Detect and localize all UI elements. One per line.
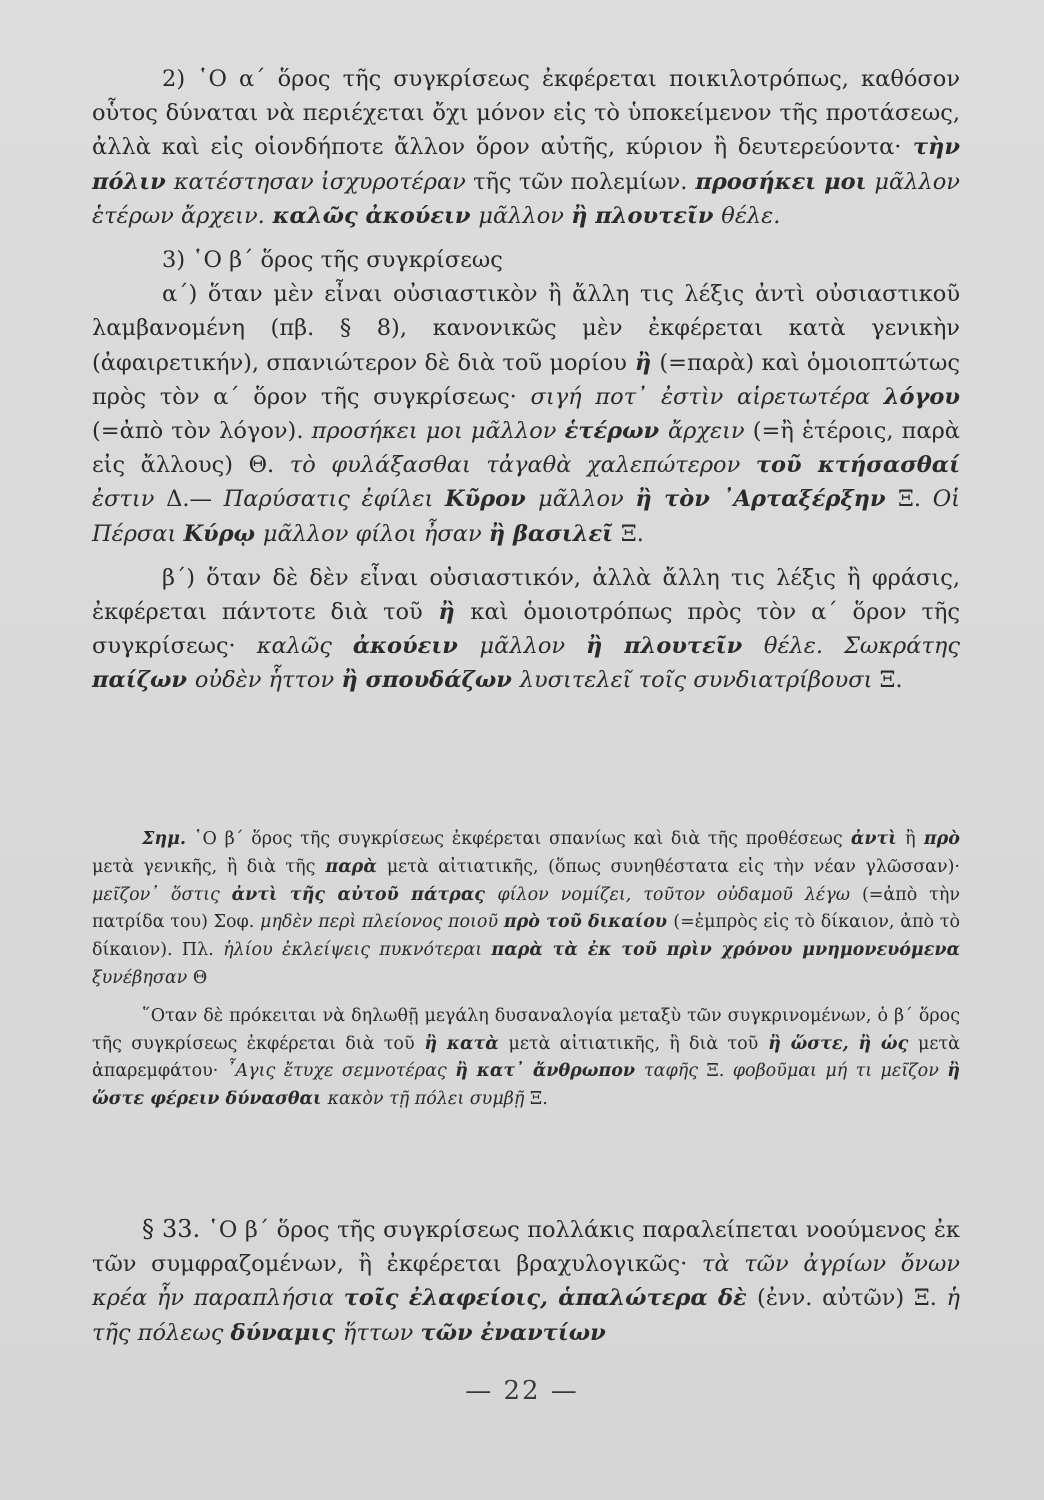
- paragraph-3b: [92, 561, 960, 698]
- paragraph-3a: [92, 277, 960, 551]
- text-run: α΄) ὅταν μὲν εἶναι οὐσιαστικὸν ἢ ἄλλη τις λέξις ἀντὶ οὐσιαστικοῦ λαμβανομένη (πβ. § 8), κανονικῶς μὲν ἐκφέρεται κατὰ γενικὴν (ἀφαιρετικήν), σπανιώτερον δὲ διὰ τοῦ μορίου: [92, 281, 960, 376]
- example-bold: καλῶς ἀκούειν: [264, 202, 479, 229]
- example-bold: ἢ κατὰ: [414, 1033, 509, 1054]
- example-italic: Οἱ Πέρσαι: [92, 486, 960, 547]
- example-italic: ἄρχειν: [667, 418, 753, 445]
- example-bold: παρὰ τὰ ἐκ τοῦ πρὶν χρόνου μνημονευόμενα: [491, 940, 960, 961]
- section-33-text: [92, 1212, 960, 1360]
- note-paragraph-1: [92, 826, 960, 993]
- example-italic: μᾶλλον: [478, 202, 572, 229]
- text-run: Ξ.: [620, 520, 644, 547]
- text-run: Ξ.: [706, 1061, 725, 1082]
- text-run: Ξ.: [879, 667, 903, 694]
- example-bold: Κύρῳ: [183, 520, 263, 547]
- example-bold: τὴν πόλιν: [92, 134, 960, 195]
- example-bold: ἀντὶ: [842, 829, 906, 849]
- example-bold: τοῦ κτήσασθαί: [755, 452, 960, 479]
- example-italic: τὰ τῶν ἀγρίων ὄνων κρέα ἦν παραπλήσια: [92, 1251, 960, 1312]
- text-run: καὶ ὁμοιοτρόπως πρὸς τὸν α΄ ὅρον τῆς συγκρίσεως·: [92, 599, 961, 660]
- example-bold: πρὸ τοῦ δικαίου: [503, 912, 674, 933]
- example-bold: ἢ: [626, 349, 660, 376]
- example-bold: ἢ πλουτεῖν: [571, 202, 722, 229]
- example-bold: ἢ: [422, 599, 471, 626]
- text-run: Θ: [192, 967, 208, 988]
- section-label: § 33.: [142, 1215, 201, 1243]
- text-run: μετὰ αἰτιατικῆς, ἢ διὰ τοῦ: [508, 1033, 759, 1054]
- text-run: ῾Ο β΄ ὅρος τῆς συγκρίσεως πολλάκις παραλείπεται νοούμενος ἐκ τῶν συμφραζομένων, ἢ ἐκφέρεται βραχυλογικῶς·: [92, 1217, 960, 1278]
- main-text: [92, 62, 960, 708]
- example-bold: παίζων: [92, 667, 195, 694]
- text-run: (=ἀπὸ τὸν λόγον).: [92, 418, 304, 445]
- example-italic: μᾶλλον φίλοι ἦσαν: [262, 520, 489, 547]
- text-run: 2) ῾Ο α΄ ὅρος τῆς συγκρίσεως ἐκφέρεται ποικιλοτρόπως, καθόσον οὗτος δύναται νὰ περιέχεται ὄχι μόνον εἰς τὸ ὑποκείμενον τῆς προτάσεως, ἀλλὰ καὶ εἰς οἱονδήποτε ἄλλον ὅρον αὐτῆς, κύριον ἢ δευτερεύοντα·: [92, 66, 960, 161]
- text-run: (ἐνν. αὐτῶν) Ξ.: [757, 1285, 937, 1312]
- example-bold: ἢ βασιλεῖ: [488, 520, 621, 547]
- example-italic: μεῖζον᾽ ὅστις: [92, 884, 232, 905]
- example-italic: μᾶλλον: [538, 486, 636, 513]
- example-italic: ἡλίου ἐκλείψεις πυκνότεραι: [213, 940, 492, 961]
- example-italic: μᾶλλον ἑτέρων ἄρχειν.: [92, 168, 960, 229]
- example-italic: φίλον νομίζει, τοῦτον οὐδαμοῦ λέγω: [497, 884, 862, 905]
- example-bold: ἀκούειν: [352, 633, 480, 660]
- example-bold: δύναμις: [230, 1319, 343, 1346]
- text-run: (=ἢ ἑτέροις, παρὰ εἰς ἄλλους) Θ.: [92, 418, 960, 479]
- page-number: — 22 —: [465, 1376, 579, 1406]
- example-bold: ἑτέρων: [564, 418, 668, 445]
- example-bold: τῶν ἐναντίων: [420, 1319, 606, 1346]
- example-italic: προσήκει μοι μᾶλλον: [303, 418, 565, 445]
- example-italic: φοβοῦμαι μή τι μεῖζον: [724, 1061, 948, 1082]
- example-bold: Κῦρον: [445, 486, 539, 513]
- example-italic: ξυνέβησαν: [92, 967, 193, 988]
- text-run: β΄) ὅταν δὲ δὲν εἶναι οὐσιαστικόν, ἀλλὰ ἄλλη τις λέξις ἢ φράσις, ἐκφέρεται πάντοτε διὰ τοῦ: [92, 564, 960, 626]
- text-run: Ξ.: [529, 1089, 548, 1110]
- example-bold: ἢ ὥστε φέρειν δύνασθαι: [92, 1061, 960, 1110]
- paragraph-2: [92, 62, 960, 233]
- text-run: (=ἐμπρὸς εἰς τὸ δίκαιον, ἀπὸ τὸ δίκαιον). Πλ.: [92, 912, 960, 961]
- section-33: [92, 1212, 960, 1350]
- text-run: ἢ: [905, 829, 916, 849]
- example-bold: παρὰ: [315, 856, 387, 877]
- example-italic: μηδὲν περὶ πλείονος ποιοῦ: [254, 912, 504, 933]
- example-bold: ἢ κατ᾽ ἄνθρωπον: [455, 1061, 644, 1082]
- example-italic: οὐδὲν ἧττον: [194, 667, 342, 694]
- text-run: Ξ.: [898, 486, 922, 513]
- example-bold: ἢ τὸν ᾽Αρταξέρξην: [635, 486, 899, 513]
- example-italic: κακὸν τῇ πόλει συμβῇ: [327, 1089, 530, 1110]
- example-italic: Παρύσατις ἐφίλει: [223, 486, 446, 513]
- example-bold: ἢ πλουτεῖν: [586, 633, 764, 660]
- example-italic: ῏Αγις ἔτυχε σεμνοτέρας: [218, 1061, 456, 1082]
- text-run: μετὰ αἰτιατικῆς, (ὅπως συνηθέστατα εἰς τὴν νέαν γλῶσσαν)·: [386, 856, 960, 877]
- text-run: ῾Ο β΄ ὅρος τῆς συγκρίσεως ἐκφέρεται σπανίως καὶ διὰ τῆς προθέσεως: [186, 829, 843, 849]
- paragraph-3-heading: 3) ῾Ο β΄ ὅρος τῆς συγκρίσεως: [162, 247, 503, 274]
- example-bold: ἀντὶ τῆς αὐτοῦ πάτρας: [231, 884, 498, 905]
- example-bold: ἢ σπουδάζων: [341, 667, 520, 694]
- text-run: (=παρὰ) καὶ ὁμοιοπτώτως πρὸς τὸν α΄ ὅρον τῆς συγκρίσεως·: [92, 349, 960, 410]
- note-text: [92, 826, 960, 1124]
- text-run: Δ.—: [166, 486, 224, 513]
- text-run: (=ἀπὸ τὴν πατρίδα του) Σοφ.: [92, 884, 960, 933]
- example-bold: μοι: [824, 168, 875, 195]
- example-bold: πρὸ: [915, 829, 960, 849]
- text-run: μετὰ γενικῆς, ἢ διὰ τῆς: [92, 856, 316, 877]
- example-bold: ἢ ὥστε, ἢ ὡς: [758, 1033, 919, 1054]
- example-italic: ἐστιν: [92, 486, 167, 513]
- example-italic: ἥττων: [342, 1319, 421, 1346]
- note-paragraph-2: [92, 1003, 960, 1114]
- example-italic: ταφῆς: [644, 1061, 707, 1082]
- example-italic: λυσιτελεῖ τοῖς συνδιατρίβουσι: [519, 667, 880, 694]
- example-italic: τὸ φυλάξασθαι τἀγαθὰ χαλεπώτερον: [274, 452, 756, 479]
- example-italic: θέλε. Σωκράτης: [763, 633, 960, 660]
- example-italic: ἡ τῆς πόλεως: [92, 1285, 961, 1346]
- example-italic: σιγή ποτ᾽ ἐστὶν αἱρετωτέρα: [516, 383, 884, 410]
- example-bold: λόγου: [883, 383, 961, 410]
- example-bold: τοῖς ἐλαφείοις, ἁπαλώτερα δὲ: [343, 1285, 758, 1312]
- text-run: μετὰ ἀπαρεμφάτου·: [92, 1033, 960, 1082]
- text-run: τῆς τῶν πολεμίων.: [473, 168, 688, 195]
- note-label: Σημ.: [142, 829, 186, 849]
- text-run: ῞Οταν δὲ πρόκειται νὰ δηλωθῇ μεγάλη δυσαναλογία μεταξὺ τῶν συγκρινομένων, ὁ β΄ ὅρος τῆς συγκρίσεως ἐκφέρεται διὰ τοῦ: [92, 1005, 960, 1054]
- example-italic: θέλε.: [721, 202, 781, 229]
- example-italic: καλῶς: [235, 633, 353, 660]
- example-bold: προσήκει: [687, 168, 825, 195]
- example-italic: κατέστησαν ἰσχυροτέραν: [173, 168, 474, 195]
- example-italic: μᾶλλον: [479, 633, 587, 660]
